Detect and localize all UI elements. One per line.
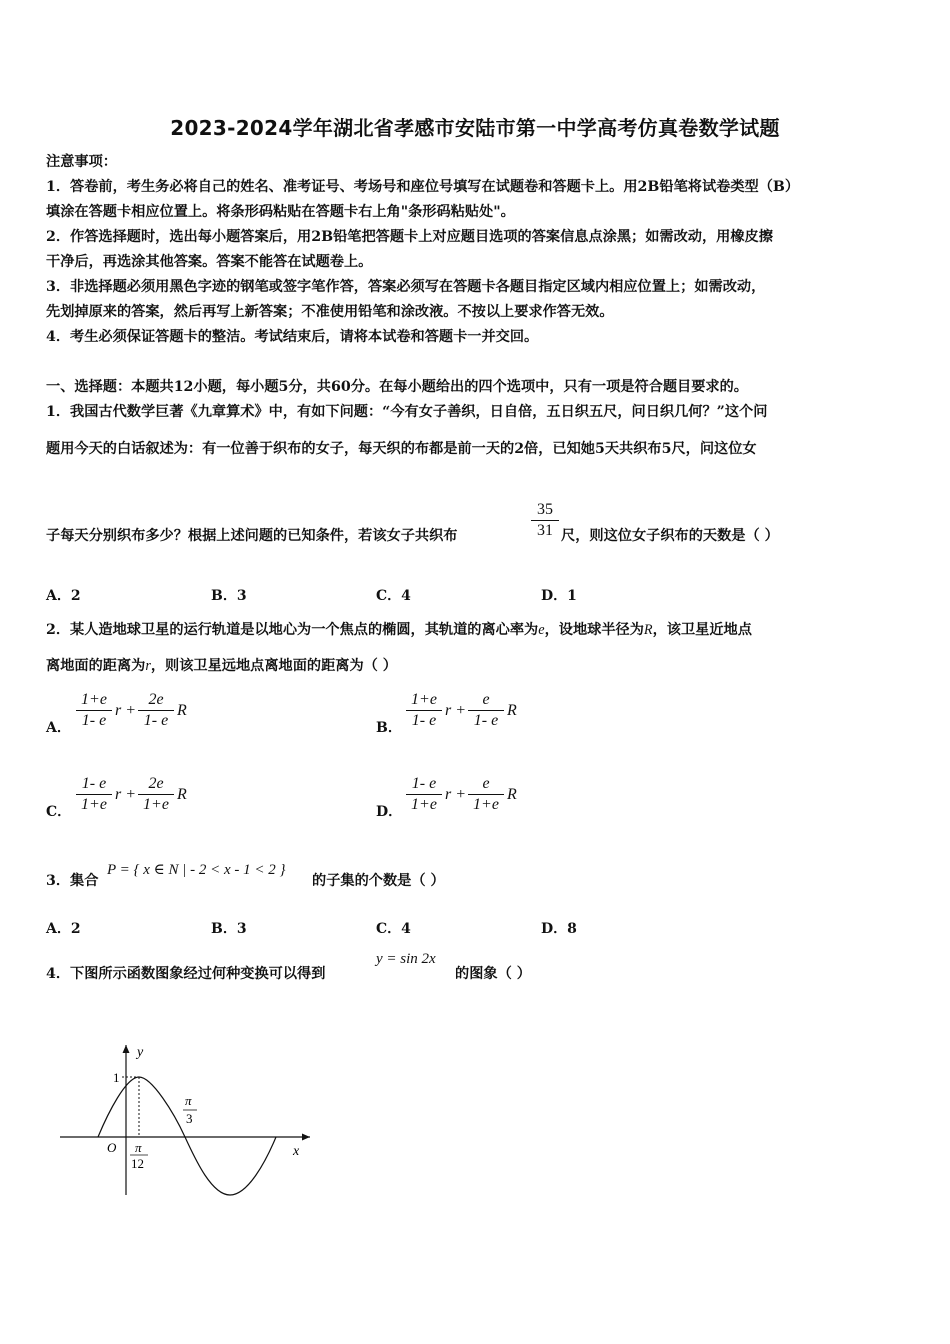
q2-option-d-fraction: [468, 774, 504, 815]
q4-post: 的图象（ ）: [455, 966, 531, 982]
fraction-numerator: 1- e: [81, 775, 107, 792]
fraction-denominator: 1+e: [81, 796, 107, 813]
x-axis-label: x: [293, 1144, 300, 1159]
max-value-label: 1: [113, 1070, 120, 1085]
origin-label: O: [107, 1140, 117, 1155]
notice-heading: 注意事项：: [46, 154, 117, 170]
q2-text-part: 离地面的距离为: [46, 658, 146, 674]
q2-option-d-label[interactable]: D．: [376, 804, 403, 820]
q1-text: 子每天分别织布多少？根据上述问题的已知条件，若该女子共织布: [46, 528, 458, 544]
q2-option-c-r-plus: r +: [115, 786, 137, 803]
fraction-numerator: 1+e: [411, 691, 437, 708]
notice-line: 2．作答选择题时，选出每小题答案后，用2B铅笔把答题卡上对应题目选项的答案信息点涂黑；如需改动，用橡皮擦: [46, 229, 773, 245]
fraction-denominator: 1+e: [143, 796, 169, 813]
fraction-numerator: e: [482, 691, 490, 708]
fraction-numerator: 2e: [148, 691, 164, 708]
q3-option-c[interactable]: C．4: [376, 921, 411, 937]
sine-graph: [52, 1040, 322, 1200]
q1-text: 1．我国古代数学巨著《九章算术》中，有如下问题：“今有女子善织，日自倍，五日织五尺，问日织几何？”这个问: [46, 404, 768, 420]
notice-line: 4．考生必须保证答题卡的整洁。考试结束后，请将本试卷和答题卡一并交回。: [46, 329, 539, 345]
q2-text-part: 2．某人造地球卫星的运行轨道是以地心为一个焦点的椭圆，其轨道的离心率为: [46, 622, 539, 638]
q2-option-b-r-plus: r +: [445, 702, 467, 719]
fraction-denominator: 1- e: [411, 712, 437, 729]
q2-option-d-R: R: [507, 786, 517, 803]
fraction-numerator: e: [482, 775, 490, 792]
q4-function: y = sin 2x: [376, 951, 436, 967]
q1-option-b[interactable]: B．3: [211, 588, 247, 604]
section-heading: 一、选择题：本题共12小题，每小题5分，共60分。在每小题给出的四个选项中，只有一项是符合题目要求的。: [46, 379, 748, 395]
q3-pre: 3．集合: [46, 873, 99, 889]
q2-option-d-r-plus: r +: [445, 786, 467, 803]
y-axis-arrow: [123, 1045, 130, 1053]
q1-fraction: [531, 500, 559, 541]
notice-line: 先划掉原来的答案，然后再写上新答案；不准使用铅笔和涂改液。不按以上要求作答无效。: [46, 304, 614, 320]
notice-line: 干净后，再选涂其他答案。答案不能答在试题卷上。: [46, 254, 373, 270]
fraction-numerator: 35: [537, 501, 553, 518]
q2-option-c-fraction: [138, 774, 174, 815]
tick-pi-over-3-num: π: [185, 1093, 192, 1108]
notice-line: 填涂在答题卡相应位置上。将条形码粘贴在答题卡右上角"条形码粘贴处"。: [46, 204, 515, 220]
q3-option-b[interactable]: B．3: [211, 921, 247, 937]
fraction-numerator: 2e: [148, 775, 164, 792]
var-e: e: [538, 622, 545, 638]
q2-option-b-fraction: [406, 690, 442, 731]
notice-line: 3．非选择题必须用黑色字迹的钢笔或签字笔作答，答案必须写在答题卡各题目指定区域内相应位置上；如需改动，: [46, 279, 766, 295]
var-r: r: [145, 658, 151, 674]
q3-option-d[interactable]: D．8: [541, 921, 577, 937]
q2-option-c-label[interactable]: C．: [46, 804, 72, 820]
q1-text: 题用今天的白话叙述为：有一位善于织布的女子，每天织的布都是前一天的2倍，已知她5天共织布5尺，问这位女: [46, 441, 757, 457]
fraction-denominator: 1- e: [81, 712, 107, 729]
fraction-numerator: 1- e: [411, 775, 437, 792]
q2-option-a-R: R: [177, 702, 187, 719]
notice-line: 1．答卷前，考生务必将自己的姓名、准考证号、考场号和座位号填写在试题卷和答题卡上。用2B铅笔将试卷类型（B）: [46, 179, 800, 195]
fraction-denominator: 1- e: [143, 712, 169, 729]
q2-text-part: ，则该卫星远地点离地面的距离为（ ）: [150, 658, 397, 674]
q2-option-b-fraction: [468, 690, 504, 731]
q3-post: 的子集的个数是（ ）: [312, 873, 445, 889]
q2-option-a-fraction: [138, 690, 174, 731]
q1-option-c[interactable]: C．4: [376, 588, 411, 604]
q2-option-a-r-plus: r +: [115, 702, 137, 719]
fraction-denominator: 1+e: [473, 796, 499, 813]
q2-option-d-fraction: [406, 774, 442, 815]
var-R: R: [643, 622, 653, 638]
q4-pre: 4．下图所示函数图象经过何种变换可以得到: [46, 966, 326, 982]
q2-text-part: ，设地球半径为: [544, 622, 644, 638]
tick-pi-over-12-den: 12: [131, 1156, 144, 1171]
q2-option-b-label[interactable]: B．: [376, 720, 402, 736]
q1-option-a[interactable]: A．2: [46, 588, 81, 604]
tick-pi-over-12-num: π: [135, 1140, 142, 1155]
q2-option-b-R: R: [507, 702, 517, 719]
q2-option-a-fraction: [76, 690, 112, 731]
x-axis-arrow: [302, 1134, 310, 1141]
page-title: 2023-2024学年湖北省孝感市安陆市第一中学高考仿真卷数学试题: [170, 116, 780, 140]
q3-set-expression: P = { x ∈ N | - 2 < x - 1 < 2 }: [107, 862, 286, 878]
q2-option-c-R: R: [177, 786, 187, 803]
fraction-denominator: 1+e: [411, 796, 437, 813]
tick-pi-over-3-den: 3: [186, 1111, 193, 1126]
q1-option-d[interactable]: D．1: [541, 588, 577, 604]
q2-option-a-label[interactable]: A．: [46, 720, 71, 736]
q1-text: 尺，则这位女子织布的天数是（ ）: [561, 528, 779, 544]
fraction-numerator: 1+e: [81, 691, 107, 708]
q2-text: [46, 656, 397, 676]
fraction-denominator: 1- e: [473, 712, 499, 729]
q2-text-part: ，该卫星近地点: [652, 622, 752, 638]
y-axis-label: y: [137, 1045, 144, 1060]
q3-option-a[interactable]: A．2: [46, 921, 81, 937]
fraction-denominator: 31: [537, 522, 553, 539]
q2-text: [46, 620, 752, 640]
q2-option-c-fraction: [76, 774, 112, 815]
